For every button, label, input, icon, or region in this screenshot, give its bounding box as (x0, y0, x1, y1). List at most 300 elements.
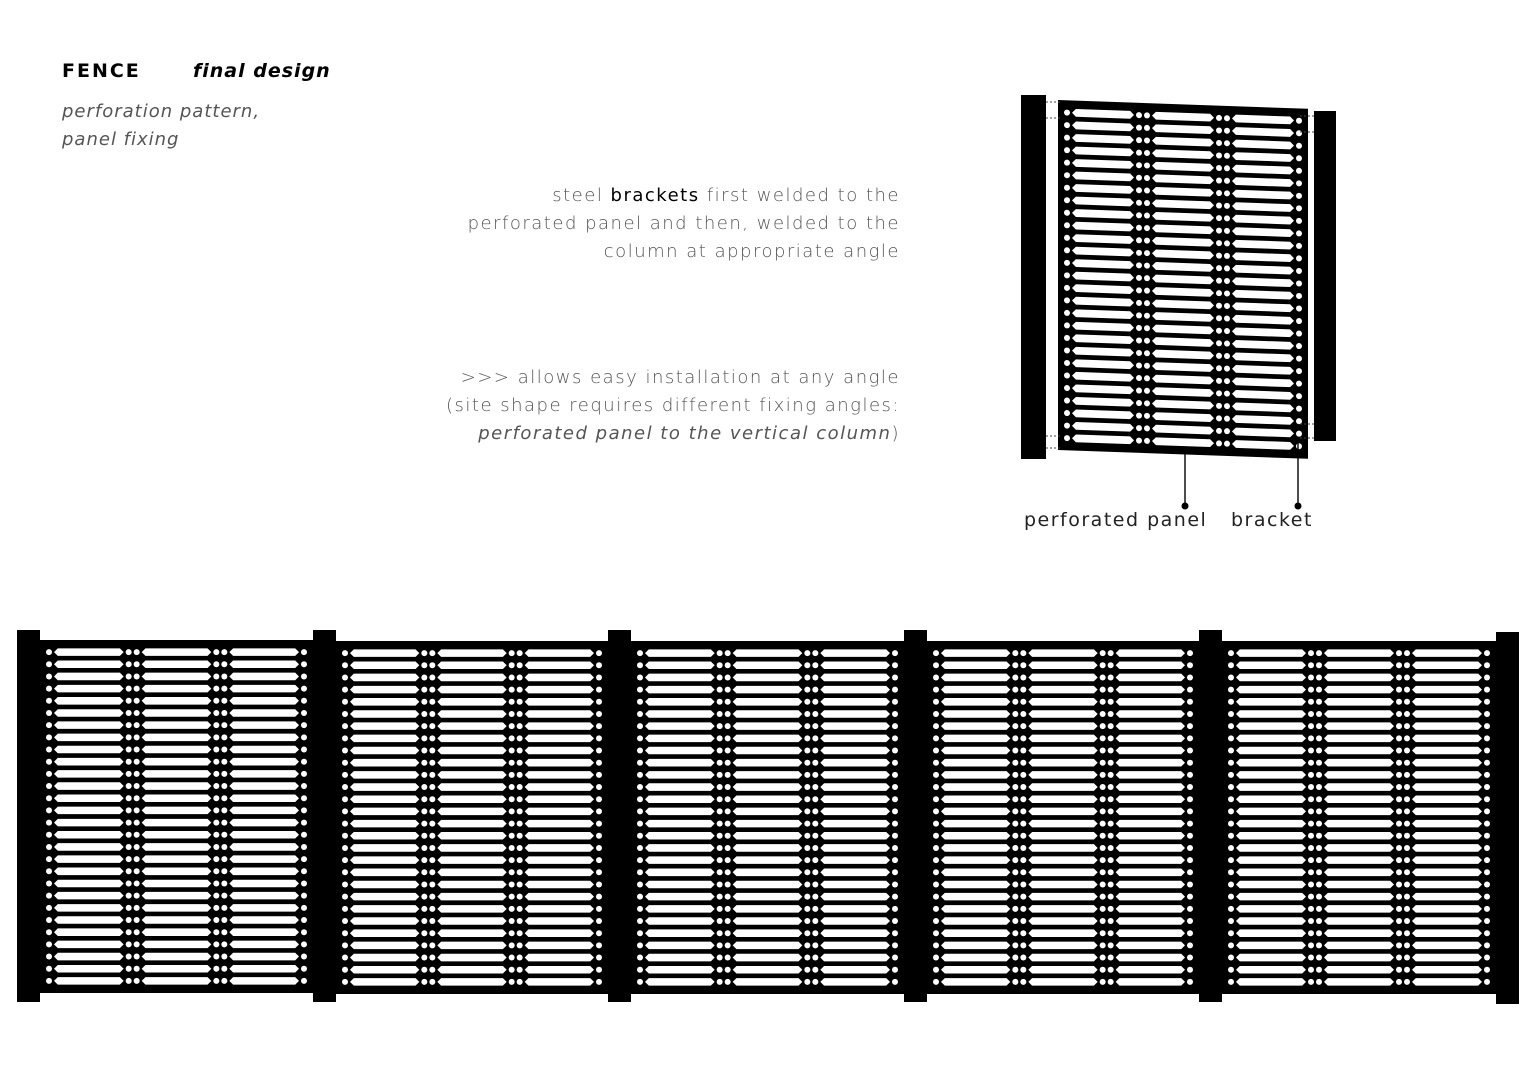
perforation-hole (517, 918, 523, 924)
perforation-slot (1236, 759, 1306, 767)
perforation-slot (525, 661, 594, 669)
perforation-hole (134, 978, 140, 984)
perforation-slot (525, 832, 594, 840)
perforation-hole (1020, 845, 1026, 851)
perforation-hole (46, 844, 52, 850)
perforation-hole (1020, 869, 1026, 875)
perforation-hole (509, 857, 515, 863)
perforation-hole (213, 649, 219, 655)
perforation-slot (1116, 954, 1185, 962)
perforation-hole (1396, 857, 1402, 863)
perforation-hole (301, 880, 307, 886)
perforation-hole (1396, 772, 1402, 778)
perforation-hole (1020, 906, 1026, 912)
perforation-hole (812, 930, 818, 936)
perforation-slot (54, 734, 124, 742)
perforation-hole (342, 772, 348, 778)
perforation-hole (1316, 687, 1322, 693)
perforation-slot (229, 843, 299, 851)
perforation-hole (1484, 662, 1490, 668)
perforation-hole (1484, 906, 1490, 912)
perforation-hole (342, 687, 348, 693)
perforation-hole (1100, 723, 1106, 729)
perforation-hole (725, 894, 731, 900)
perforation-hole (637, 942, 643, 948)
perforation-hole (301, 759, 307, 765)
perforation-hole (1108, 821, 1114, 827)
perforation-hole (1100, 906, 1106, 912)
perforation-slot (1028, 686, 1097, 694)
perforation-hole (1108, 808, 1114, 814)
perforation-slot (142, 904, 212, 912)
perforation-slot (437, 869, 506, 877)
perforation-hole (126, 759, 132, 765)
perforation-hole (213, 941, 219, 947)
perforation-slot (1116, 698, 1185, 706)
perforation-hole (1404, 955, 1410, 961)
perforation-hole (301, 698, 307, 704)
perforation-hole (1404, 857, 1410, 863)
perforation-hole (892, 650, 898, 656)
perforation-hole (1404, 662, 1410, 668)
perforation-hole (1012, 857, 1018, 863)
perforation-hole (1012, 674, 1018, 680)
perforation-hole (1308, 955, 1314, 961)
perforation-hole (1316, 979, 1322, 985)
perforation-slot (142, 697, 212, 705)
perforation-hole (725, 942, 731, 948)
perforation-hole (892, 735, 898, 741)
detail-column-left (1021, 95, 1046, 459)
perforation-hole (637, 845, 643, 851)
installation-note-line-1: >>> allows easy installation at any angle (460, 367, 900, 388)
perforation-slot (1116, 759, 1185, 767)
perforation-slot (142, 916, 212, 924)
perforation-slot (1324, 698, 1394, 706)
perforation-hole (596, 674, 602, 680)
perforation-slot (437, 929, 506, 937)
perforation-hole (517, 833, 523, 839)
perforation-slot (645, 942, 715, 950)
perforation-slot (733, 722, 803, 730)
perforation-slot (142, 941, 212, 949)
perforation-hole (1100, 784, 1106, 790)
perforation-slot (1116, 942, 1185, 950)
perforation-hole (596, 894, 602, 900)
perforation-slot (54, 758, 124, 766)
perforation-hole (596, 808, 602, 814)
perforation-hole (46, 917, 52, 923)
perforation-slot (1028, 966, 1097, 974)
perforation-hole (46, 747, 52, 753)
perforation-hole (134, 722, 140, 728)
perforation-slot (1412, 649, 1482, 657)
perforation-hole (1108, 772, 1114, 778)
perforation-hole (1228, 930, 1234, 936)
perforated-panel (1222, 641, 1496, 994)
perforation-hole (509, 711, 515, 717)
perforation-hole (804, 650, 810, 656)
perforation-slot (1324, 893, 1394, 901)
perforation-hole (933, 808, 939, 814)
perforation-hole (342, 748, 348, 754)
perforation-hole (1396, 687, 1402, 693)
perforation-slot (229, 746, 299, 754)
perforation-slot (54, 868, 124, 876)
perforation-hole (221, 978, 227, 984)
perforation-hole (637, 723, 643, 729)
perforation-hole (725, 687, 731, 693)
perforation-hole (717, 735, 723, 741)
perforation-hole (812, 772, 818, 778)
perforation-slot (941, 869, 1010, 877)
perforation-hole (717, 967, 723, 973)
perforation-hole (717, 723, 723, 729)
perforation-slot (1236, 942, 1306, 950)
perforation-slot (820, 978, 890, 986)
panel-plate (631, 641, 904, 994)
perforation-hole (1316, 833, 1322, 839)
perforation-hole (517, 808, 523, 814)
perforation-hole (637, 784, 643, 790)
perforation-hole (126, 783, 132, 789)
perforation-hole (1012, 894, 1018, 900)
perforation-slot (525, 649, 594, 657)
perforation-slot (525, 674, 594, 682)
perforation-hole (637, 967, 643, 973)
perforation-hole (1308, 711, 1314, 717)
perforation-hole (517, 881, 523, 887)
perforation-slot (350, 795, 419, 803)
perforation-hole (1187, 979, 1193, 985)
perforation-hole (717, 699, 723, 705)
perforation-hole (717, 918, 723, 924)
perforation-hole (1316, 760, 1322, 766)
perforation-hole (509, 942, 515, 948)
perforation-hole (1100, 711, 1106, 717)
perforation-slot (1412, 820, 1482, 828)
perforation-slot (1324, 771, 1394, 779)
installation-note-line-2: (site shape requires different fixing angles: (445, 395, 900, 416)
perforation-hole (134, 649, 140, 655)
perforation-hole (1020, 930, 1026, 936)
perforation-hole (596, 967, 602, 973)
perforation-slot (229, 697, 299, 705)
perforation-hole (46, 783, 52, 789)
perforation-hole (1396, 930, 1402, 936)
perforation-hole (804, 833, 810, 839)
perforation-hole (596, 796, 602, 802)
perforation-hole (46, 893, 52, 899)
perforation-hole (421, 662, 427, 668)
perforation-hole (1020, 650, 1026, 656)
perforation-slot (1236, 869, 1306, 877)
perforation-hole (1100, 955, 1106, 961)
perforation-hole (637, 760, 643, 766)
perforation-slot (437, 966, 506, 974)
perforation-hole (46, 929, 52, 935)
perforation-slot (941, 942, 1010, 950)
perforation-hole (933, 918, 939, 924)
perforation-slot (437, 844, 506, 852)
perforation-hole (1316, 821, 1322, 827)
perforation-hole (1020, 699, 1026, 705)
perforation-hole (509, 894, 515, 900)
perforation-hole (1228, 674, 1234, 680)
perforation-hole (1404, 748, 1410, 754)
perforation-hole (1484, 857, 1490, 863)
perforation-hole (1404, 869, 1410, 875)
perforation-slot (350, 759, 419, 767)
perforation-hole (804, 918, 810, 924)
perforation-slot (350, 722, 419, 730)
perforation-hole (46, 698, 52, 704)
perforation-hole (804, 857, 810, 863)
panel-plate (927, 641, 1199, 994)
perforation-hole (46, 941, 52, 947)
perforation-hole (1396, 979, 1402, 985)
perforation-hole (1308, 723, 1314, 729)
perforation-hole (637, 796, 643, 802)
perforation-slot (1324, 966, 1394, 974)
perforation-slot (645, 929, 715, 937)
perforation-hole (46, 966, 52, 972)
perforation-hole (637, 869, 643, 875)
perforation-slot (437, 771, 506, 779)
perforation-hole (1396, 699, 1402, 705)
perforation-hole (421, 699, 427, 705)
perforation-hole (517, 930, 523, 936)
perforation-hole (1396, 906, 1402, 912)
perforation-hole (717, 821, 723, 827)
perforation-hole (1012, 955, 1018, 961)
perforation-hole (1100, 833, 1106, 839)
perforation-hole (1187, 784, 1193, 790)
perforation-slot (1028, 747, 1097, 755)
perforation-hole (134, 941, 140, 947)
perforation-hole (637, 906, 643, 912)
perforation-hole (301, 649, 307, 655)
perforation-slot (525, 686, 594, 694)
perforation-hole (1108, 711, 1114, 717)
perforation-slot (1028, 759, 1097, 767)
perforation-hole (221, 893, 227, 899)
perforation-hole (126, 747, 132, 753)
perforation-slot (1116, 929, 1185, 937)
perforation-hole (1108, 930, 1114, 936)
perforation-hole (933, 748, 939, 754)
perforation-slot (1412, 722, 1482, 730)
perforation-slot (350, 869, 419, 877)
perforation-hole (517, 748, 523, 754)
perforation-slot (350, 735, 419, 743)
perforated-panel (40, 640, 313, 993)
perforation-hole (134, 698, 140, 704)
perforation-hole (1308, 662, 1314, 668)
perforation-hole (517, 942, 523, 948)
perforation-hole (517, 760, 523, 766)
perforation-slot (229, 965, 299, 973)
perforation-hole (301, 929, 307, 935)
perforation-slot (941, 722, 1010, 730)
perforation-hole (1012, 662, 1018, 668)
perforation-hole (421, 930, 427, 936)
perforation-slot (525, 856, 594, 864)
perforation-hole (1108, 650, 1114, 656)
perforation-hole (812, 906, 818, 912)
perforation-slot (229, 928, 299, 936)
perforation-hole (517, 772, 523, 778)
perforation-slot (733, 698, 803, 706)
perforation-slot (941, 832, 1010, 840)
perforation-hole (517, 796, 523, 802)
perforation-hole (221, 661, 227, 667)
perforation-hole (342, 881, 348, 887)
perforation-slot (525, 929, 594, 937)
perforation-hole (1484, 955, 1490, 961)
perforation-hole (933, 784, 939, 790)
perforation-hole (596, 711, 602, 717)
perforation-hole (1012, 699, 1018, 705)
perforated-panel (336, 641, 608, 994)
perforation-hole (1187, 821, 1193, 827)
perforation-hole (892, 857, 898, 863)
perforation-hole (1012, 784, 1018, 790)
perforation-hole (1484, 918, 1490, 924)
perforation-slot (54, 794, 124, 802)
perforation-hole (1012, 760, 1018, 766)
perforation-slot (1324, 832, 1394, 840)
perforation-hole (301, 771, 307, 777)
perforation-hole (1228, 760, 1234, 766)
perforation-hole (421, 967, 427, 973)
perforation-slot (54, 697, 124, 705)
perforation-slot (1028, 771, 1097, 779)
perforation-hole (1316, 967, 1322, 973)
perforation-hole (1228, 869, 1234, 875)
perforation-hole (596, 821, 602, 827)
perforation-hole (429, 748, 435, 754)
perforation-hole (1020, 967, 1026, 973)
perforation-hole (213, 783, 219, 789)
perforation-hole (134, 856, 140, 862)
perforation-hole (509, 955, 515, 961)
perforation-hole (134, 880, 140, 886)
perforation-hole (421, 869, 427, 875)
perforation-hole (725, 821, 731, 827)
perforation-hole (126, 954, 132, 960)
perforation-hole (1228, 772, 1234, 778)
perforation-hole (221, 698, 227, 704)
perforation-hole (892, 821, 898, 827)
perforation-hole (725, 735, 731, 741)
perforation-slot (1412, 686, 1482, 694)
perforation-slot (350, 844, 419, 852)
perforation-slot (437, 917, 506, 925)
perforation-hole (892, 711, 898, 717)
perforation-hole (1020, 772, 1026, 778)
perforation-hole (1187, 930, 1193, 936)
perforation-hole (812, 918, 818, 924)
perforation-hole (1108, 784, 1114, 790)
perforation-hole (1100, 857, 1106, 863)
perforation-hole (134, 917, 140, 923)
perforation-hole (1012, 723, 1018, 729)
perforation-slot (437, 649, 506, 657)
perforation-hole (637, 857, 643, 863)
perforation-hole (421, 955, 427, 961)
perforation-hole (126, 771, 132, 777)
perforation-hole (1484, 967, 1490, 973)
perforation-hole (1228, 796, 1234, 802)
perforation-hole (509, 735, 515, 741)
perforation-hole (509, 967, 515, 973)
perforation-slot (437, 905, 506, 913)
perforation-slot (350, 917, 419, 925)
perforation-hole (213, 807, 219, 813)
perforation-hole (1187, 650, 1193, 656)
perforation-slot (733, 783, 803, 791)
perforation-slot (1028, 698, 1097, 706)
perforation-slot (142, 831, 212, 839)
perforation-hole (46, 771, 52, 777)
perforation-hole (1187, 845, 1193, 851)
perforation-hole (1108, 869, 1114, 875)
perforation-hole (1187, 955, 1193, 961)
perforation-hole (1187, 881, 1193, 887)
perforation-slot (820, 881, 890, 889)
perforation-slot (733, 747, 803, 755)
perforation-hole (134, 710, 140, 716)
perforation-hole (1404, 821, 1410, 827)
perforation-hole (1316, 748, 1322, 754)
perforation-hole (213, 673, 219, 679)
perforation-hole (804, 748, 810, 754)
perforation-hole (933, 930, 939, 936)
perforation-hole (892, 942, 898, 948)
perforation-hole (342, 674, 348, 680)
perforation-hole (1228, 723, 1234, 729)
perforation-slot (1028, 844, 1097, 852)
perforation-hole (1020, 735, 1026, 741)
perforation-slot (142, 685, 212, 693)
perforation-hole (1228, 881, 1234, 887)
perforation-hole (717, 674, 723, 680)
perforation-hole (1012, 942, 1018, 948)
perforation-hole (429, 930, 435, 936)
perforation-slot (437, 856, 506, 864)
perforation-hole (812, 723, 818, 729)
perforation-hole (1228, 979, 1234, 985)
perforation-hole (1108, 845, 1114, 851)
perforation-hole (126, 734, 132, 740)
perforation-hole (134, 783, 140, 789)
perforation-slot (142, 843, 212, 851)
perforation-hole (933, 735, 939, 741)
perforation-hole (804, 687, 810, 693)
perforation-hole (596, 857, 602, 863)
perforation-hole (1187, 699, 1193, 705)
perforation-slot (1324, 942, 1394, 950)
perforation-hole (126, 832, 132, 838)
perforation-slot (645, 649, 715, 657)
perforation-slot (437, 783, 506, 791)
perforation-hole (637, 674, 643, 680)
perforation-hole (596, 687, 602, 693)
perforation-slot (820, 844, 890, 852)
perforation-hole (517, 955, 523, 961)
perforation-hole (517, 979, 523, 985)
